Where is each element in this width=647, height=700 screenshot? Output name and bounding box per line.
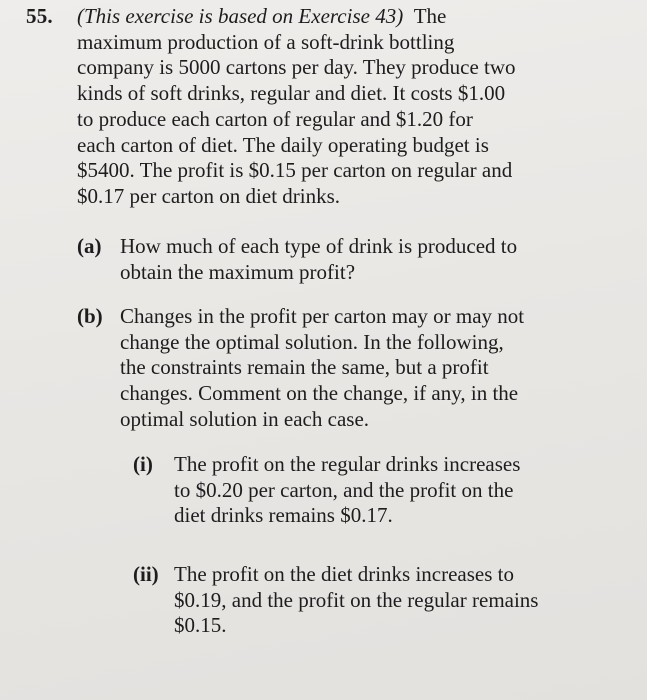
sub-ii-line-1: The profit on the diet drinks increases to (174, 562, 514, 586)
part-b-label: (b) (77, 304, 103, 328)
intro-line-6: each carton of diet. The daily operating budget is (77, 132, 489, 157)
sub-ii-line-3: $0.15. (174, 613, 227, 638)
sub-i-label: (i) (133, 452, 153, 476)
part-b-line-4: changes. Comment on the change, if any, in the (120, 381, 519, 406)
sub-i-line-1: The profit on the regular drinks increases (174, 452, 521, 476)
exercise-reference: (This exercise is based on Exercise 43) (77, 4, 404, 28)
sub-i-line-2: to $0.20 per carton, and the profit on the (174, 477, 514, 502)
sub-ii-line-2: $0.19, and the profit on the regular remains (174, 587, 539, 612)
problem-number: 55. (26, 4, 53, 28)
sub-i-text (174, 452, 520, 529)
sub-ii-label: (ii) (133, 562, 159, 586)
part-a-label: (a) (77, 234, 102, 258)
sub-i-line-3: diet drinks remains $0.17. (174, 503, 393, 528)
problem-intro (77, 4, 622, 210)
part-a-line-1: How much of each type of drink is produced to (120, 234, 518, 258)
part-b-text (120, 304, 524, 433)
intro-line-8: $0.17 per carton on diet drinks. (77, 183, 341, 208)
intro-line-3: company is 5000 cartons per day. They produce two (77, 55, 516, 80)
intro-line-1: (This exercise is based on Exercise 43) The (77, 4, 447, 28)
sub-ii-text (174, 562, 538, 639)
part-a-text (120, 234, 517, 285)
part-a-line-2: obtain the maximum profit? (120, 259, 356, 284)
intro-line-2: maximum production of a soft-drink bottling (77, 29, 455, 54)
part-b-line-5: optimal solution in each case. (120, 406, 370, 431)
part-b-line-2: change the optimal solution. In the following, (120, 329, 504, 354)
intro-line-4: kinds of soft drinks, regular and diet. It costs $1.00 (77, 81, 506, 106)
intro-line-7: $5400. The profit is $0.15 per carton on regular and (77, 158, 513, 183)
intro-line-5: to produce each carton of regular and $1.20 for (77, 106, 473, 131)
part-b-line-3: the constraints remain the same, but a profit (120, 355, 489, 380)
part-b-line-1: Changes in the profit per carton may or may not (120, 304, 525, 328)
